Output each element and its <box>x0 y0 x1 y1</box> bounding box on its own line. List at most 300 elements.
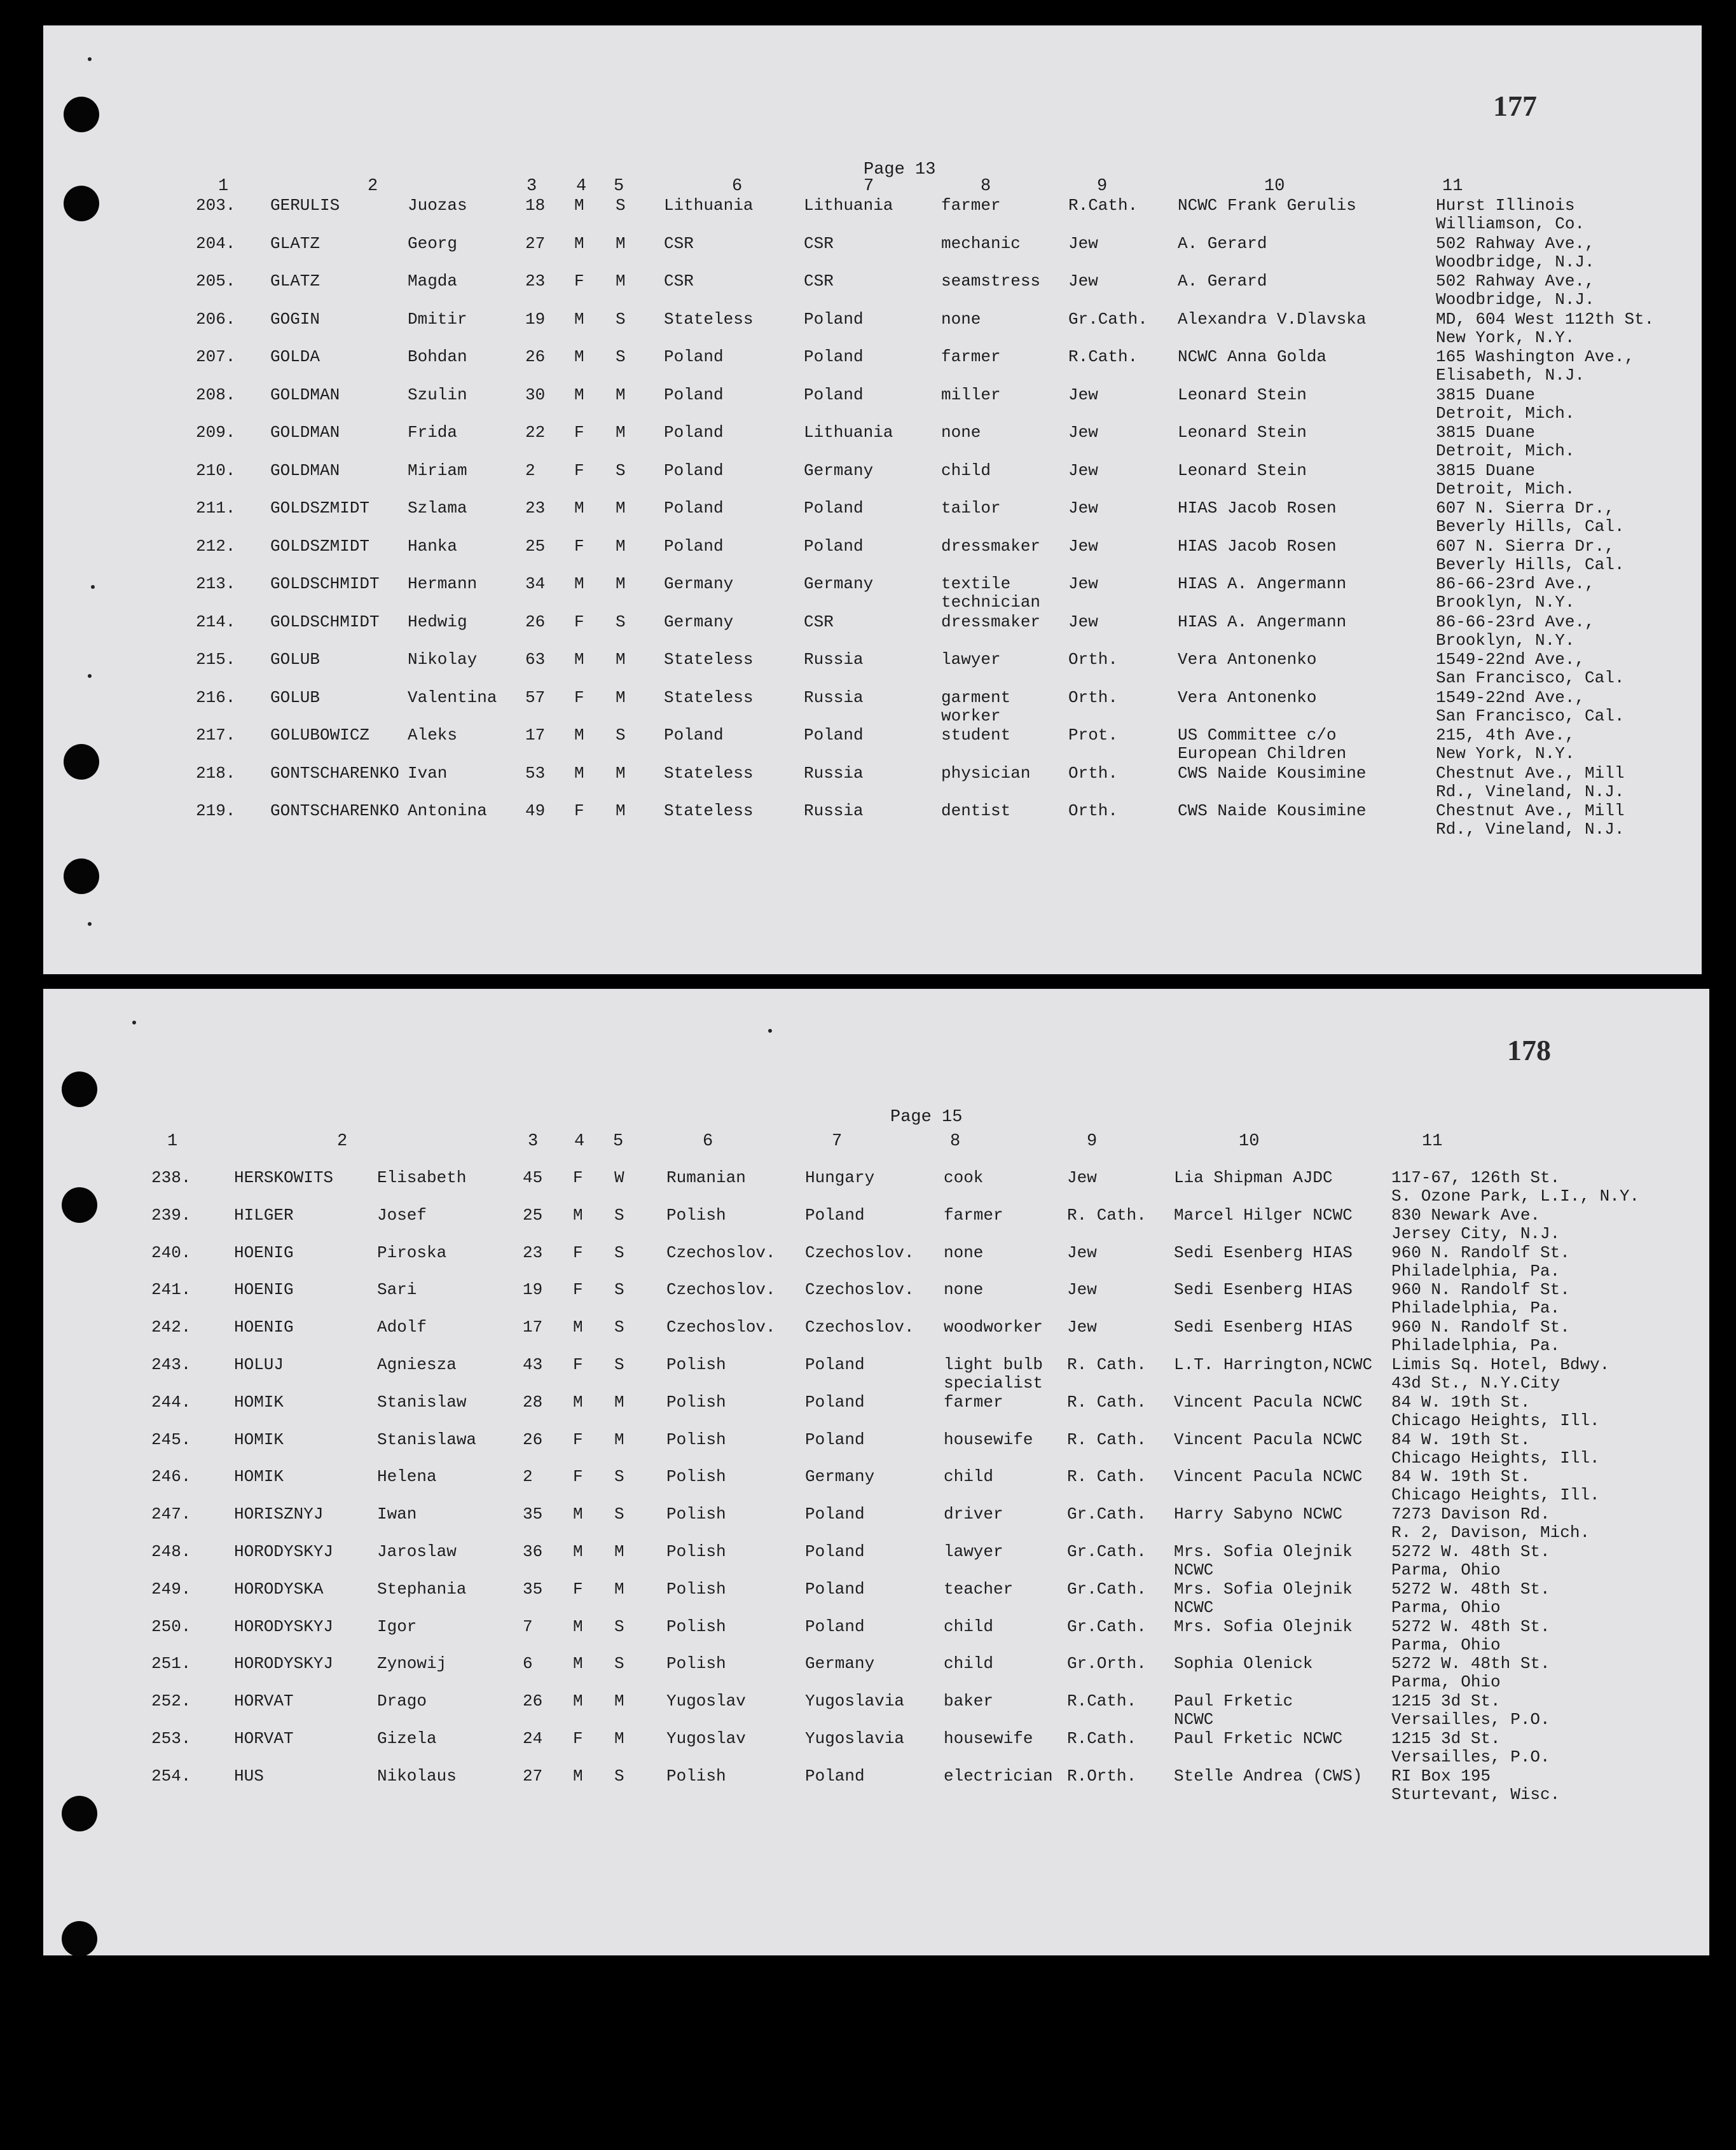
cell-occupation: miller <box>941 385 1001 404</box>
cell-marital: M <box>614 1692 624 1711</box>
cell-address: Hurst Illinois <box>1436 196 1575 215</box>
paper-speck <box>132 1021 136 1024</box>
cell-marital: S <box>616 612 626 631</box>
cell-marital: S <box>614 1467 624 1487</box>
cell-surname: GONTSCHARENKO <box>270 763 399 783</box>
binder-hole <box>64 186 99 221</box>
cell-nationality: Poland <box>664 385 724 404</box>
cell-birthplace: Poland <box>805 1542 865 1561</box>
cell-nationality: Czechoslov. <box>666 1243 776 1262</box>
cell-age: 26 <box>523 1692 543 1711</box>
cell-occupation: child <box>944 1654 994 1674</box>
cell-nationality: Polish <box>666 1616 726 1636</box>
cell-no: 252. <box>151 1692 191 1711</box>
cell-address: 607 N. Sierra Dr., <box>1436 536 1615 556</box>
cell-occupation: driver <box>944 1505 1003 1524</box>
cell-given: Zynowij <box>377 1654 447 1674</box>
cell-address: Rd., Vineland, N.J. <box>1436 820 1625 839</box>
folio-number: 177 <box>1493 90 1537 122</box>
cell-no: 249. <box>151 1579 191 1599</box>
binder-hole <box>62 1072 97 1107</box>
cell-birthplace: Russia <box>804 650 864 669</box>
paper-speck <box>768 1029 772 1033</box>
cell-nationality: Germany <box>664 574 734 593</box>
cell-no: 245. <box>151 1430 191 1449</box>
cell-marital: M <box>616 423 626 442</box>
cell-occupation: farmer <box>944 1205 1003 1225</box>
cell-occupation: none <box>944 1243 984 1262</box>
cell-nationality: Polish <box>666 1392 726 1412</box>
cell-surname: HOMIK <box>234 1430 284 1449</box>
paper-speck <box>88 57 92 61</box>
cell-age: 25 <box>523 1205 543 1225</box>
cell-address: Detroit, Mich. <box>1436 441 1575 460</box>
cell-sponsor: CWS Naide Kousimine <box>1178 763 1367 783</box>
cell-surname: GOLDSCHMIDT <box>270 612 380 631</box>
cell-no: 207. <box>196 347 236 366</box>
cell-address: 960 N. Randolf St. <box>1391 1243 1570 1262</box>
cell-birthplace: CSR <box>804 272 834 291</box>
cell-sponsor: Sedi Esenberg HIAS <box>1174 1318 1353 1337</box>
cell-sex: M <box>573 1542 583 1561</box>
column-number: 7 <box>832 1132 843 1151</box>
cell-birthplace: Poland <box>805 1392 865 1412</box>
cell-nationality: Poland <box>664 536 724 556</box>
paper-speck <box>91 585 95 589</box>
cell-sex: M <box>573 1318 583 1337</box>
cell-birthplace: Poland <box>805 1616 865 1636</box>
cell-sponsor: A. Gerard <box>1178 233 1267 253</box>
cell-surname: GOLUB <box>270 650 320 669</box>
cell-address: Versailles, P.O. <box>1391 1747 1550 1767</box>
cell-surname: GOLDMAN <box>270 385 340 404</box>
cell-address: 830 Newark Ave. <box>1391 1205 1541 1225</box>
cell-age: 6 <box>523 1654 533 1674</box>
cell-birthplace: Russia <box>804 801 864 820</box>
cell-address: 3815 Duane <box>1436 385 1536 404</box>
cell-surname: HOMIK <box>234 1392 284 1412</box>
cell-religion: Gr.Orth. <box>1067 1654 1147 1674</box>
column-number: 2 <box>337 1132 348 1151</box>
cell-given: Miriam <box>408 460 467 480</box>
cell-birthplace: Czechoslov. <box>805 1318 914 1337</box>
column-number: 7 <box>864 177 874 196</box>
cell-sex: F <box>573 1579 583 1599</box>
cell-no: 208. <box>196 385 236 404</box>
cell-no: 217. <box>196 726 236 745</box>
cell-surname: GOGIN <box>270 309 320 329</box>
cell-nationality: Polish <box>666 1205 726 1225</box>
cell-religion: Jew <box>1067 1168 1097 1187</box>
cell-birthplace: Poland <box>805 1355 865 1374</box>
cell-surname: GOLDA <box>270 347 320 366</box>
cell-age: 53 <box>525 763 546 783</box>
cell-sex: F <box>574 272 584 291</box>
cell-address: Chestnut Ave., Mill <box>1436 801 1625 820</box>
cell-occupation: physician <box>941 763 1031 783</box>
cell-sponsor: Harry Sabyno NCWC <box>1174 1505 1343 1524</box>
cell-sponsor: US Committee c/o <box>1178 726 1337 745</box>
cell-no: 218. <box>196 763 236 783</box>
cell-sponsor: Mrs. Sofia Olejnik <box>1174 1616 1353 1636</box>
cell-no: 241. <box>151 1280 191 1300</box>
cell-marital: M <box>616 801 626 820</box>
cell-surname: HORISZNYJ <box>234 1505 324 1524</box>
cell-sponsor: Vincent Pacula NCWC <box>1174 1392 1363 1412</box>
column-number: 2 <box>368 177 378 196</box>
cell-no: 248. <box>151 1542 191 1561</box>
cell-birthplace: Czechoslov. <box>805 1280 914 1300</box>
cell-surname: HOLUJ <box>234 1355 284 1374</box>
cell-sponsor: NCWC Anna Golda <box>1178 347 1327 366</box>
ledger-page-178 <box>43 989 1709 1955</box>
cell-religion: R.Cath. <box>1067 1692 1137 1711</box>
cell-surname: GOLUBOWICZ <box>270 726 370 745</box>
cell-birthplace: Poland <box>805 1505 865 1524</box>
cell-birthplace: Lithuania <box>804 196 893 215</box>
cell-religion: R.Cath. <box>1068 347 1138 366</box>
cell-nationality: Stateless <box>664 763 754 783</box>
cell-religion: Gr.Cath. <box>1068 309 1148 329</box>
cell-occupation: mechanic <box>941 233 1021 253</box>
cell-occupation: student <box>941 726 1011 745</box>
cell-birthplace: Poland <box>805 1430 865 1449</box>
cell-birthplace: Yugoslavia <box>805 1729 905 1748</box>
cell-given: Georg <box>408 233 458 253</box>
cell-address: Chestnut Ave., Mill <box>1436 763 1625 783</box>
cell-birthplace: Germany <box>805 1467 875 1487</box>
cell-age: 28 <box>523 1392 543 1412</box>
cell-given: Hermann <box>408 574 478 593</box>
cell-sponsor: Vera Antonenko <box>1178 650 1317 669</box>
cell-no: 238. <box>151 1168 191 1187</box>
cell-given: Helena <box>377 1467 437 1487</box>
cell-sex: M <box>574 385 584 404</box>
cell-address: Jersey City, N.J. <box>1391 1223 1560 1243</box>
cell-address: 5272 W. 48th St. <box>1391 1616 1550 1636</box>
cell-given: Nikolay <box>408 650 478 669</box>
cell-nationality: Lithuania <box>664 196 754 215</box>
cell-birthplace: CSR <box>804 612 834 631</box>
cell-religion: Jew <box>1068 460 1098 480</box>
column-number: 3 <box>527 177 537 196</box>
cell-nationality: Stateless <box>664 650 754 669</box>
cell-marital: S <box>614 1616 624 1636</box>
cell-address: San Francisco, Cal. <box>1436 706 1625 726</box>
cell-age: 36 <box>523 1542 543 1561</box>
cell-given: Bohdan <box>408 347 467 366</box>
cell-birthplace: Poland <box>804 309 864 329</box>
cell-given: Hanka <box>408 536 458 556</box>
cell-occupation: lawyer <box>944 1542 1003 1561</box>
cell-marital: S <box>614 1280 624 1300</box>
cell-given: Elisabeth <box>377 1168 467 1187</box>
cell-birthplace: Lithuania <box>804 423 893 442</box>
cell-surname: GLATZ <box>270 233 320 253</box>
cell-address: Brooklyn, N.Y. <box>1436 630 1575 650</box>
cell-occupation: tailor <box>941 499 1001 518</box>
binder-hole <box>62 1921 97 1957</box>
cell-address: 3815 Duane <box>1436 460 1536 480</box>
cell-marital: W <box>614 1168 624 1187</box>
cell-given: Stanislaw <box>377 1392 467 1412</box>
cell-occupation: worker <box>941 706 1001 726</box>
cell-address: Chicago Heights, Ill. <box>1391 1410 1600 1430</box>
cell-sponsor: Lia Shipman AJDC <box>1174 1168 1333 1187</box>
cell-marital: M <box>616 385 626 404</box>
cell-address: 502 Rahway Ave., <box>1436 233 1595 253</box>
column-number: 1 <box>167 1132 178 1151</box>
cell-religion: Jew <box>1067 1243 1097 1262</box>
cell-religion: R. Cath. <box>1067 1430 1147 1449</box>
cell-address: 5272 W. 48th St. <box>1391 1654 1550 1674</box>
cell-address: 5272 W. 48th St. <box>1391 1542 1550 1561</box>
binder-hole <box>64 858 99 894</box>
cell-address: S. Ozone Park, L.I., N.Y. <box>1391 1187 1640 1206</box>
cell-religion: Gr.Cath. <box>1067 1542 1147 1561</box>
cell-marital: M <box>614 1542 624 1561</box>
cell-address: 117-67, 126th St. <box>1391 1168 1560 1187</box>
cell-sponsor: Leonard Stein <box>1178 460 1307 480</box>
cell-religion: Jew <box>1068 423 1098 442</box>
cell-given: Magda <box>408 272 458 291</box>
cell-sex: F <box>573 1467 583 1487</box>
cell-no: 246. <box>151 1467 191 1487</box>
cell-sex: F <box>574 460 584 480</box>
cell-sponsor: Sedi Esenberg HIAS <box>1174 1243 1353 1262</box>
cell-address: Detroit, Mich. <box>1436 403 1575 423</box>
binder-hole <box>64 744 99 780</box>
column-number: 11 <box>1442 177 1463 196</box>
cell-religion: R. Cath. <box>1067 1205 1147 1225</box>
cell-age: 27 <box>523 1766 543 1786</box>
cell-nationality: Stateless <box>664 687 754 707</box>
cell-address: Sturtevant, Wisc. <box>1391 1784 1560 1804</box>
cell-marital: S <box>614 1505 624 1524</box>
cell-nationality: Poland <box>664 347 724 366</box>
cell-sponsor: NCWC <box>1174 1710 1214 1730</box>
cell-surname: GONTSCHARENKO <box>270 801 399 820</box>
cell-age: 18 <box>525 196 546 215</box>
cell-surname: HOENIG <box>234 1280 294 1300</box>
cell-no: 244. <box>151 1392 191 1412</box>
cell-address: 607 N. Sierra Dr., <box>1436 499 1615 518</box>
cell-given: Sari <box>377 1280 417 1300</box>
cell-no: 212. <box>196 536 236 556</box>
cell-address: Chicago Heights, Ill. <box>1391 1448 1600 1468</box>
cell-address: 84 W. 19th St. <box>1391 1467 1531 1487</box>
cell-birthplace: Poland <box>804 347 864 366</box>
cell-given: Josef <box>377 1205 427 1225</box>
cell-no: 213. <box>196 574 236 593</box>
cell-age: 45 <box>523 1168 543 1187</box>
cell-sponsor: Marcel Hilger NCWC <box>1174 1205 1353 1225</box>
cell-surname: GERULIS <box>270 196 340 215</box>
cell-nationality: Polish <box>666 1766 726 1786</box>
cell-marital: S <box>614 1205 624 1225</box>
cell-marital: M <box>614 1430 624 1449</box>
cell-marital: M <box>616 272 626 291</box>
cell-religion: R. Cath. <box>1067 1355 1147 1374</box>
cell-given: Adolf <box>377 1318 427 1337</box>
cell-sex: F <box>573 1280 583 1300</box>
cell-address: 3815 Duane <box>1436 423 1536 442</box>
cell-age: 23 <box>525 272 546 291</box>
page-label: Page 15 <box>890 1108 963 1127</box>
cell-sex: M <box>573 1654 583 1674</box>
cell-nationality: Poland <box>664 460 724 480</box>
cell-address: Versailles, P.O. <box>1391 1710 1550 1730</box>
cell-no: 204. <box>196 233 236 253</box>
cell-occupation: cook <box>944 1168 984 1187</box>
cell-sponsor: CWS Naide Kousimine <box>1178 801 1367 820</box>
cell-nationality: Czechoslov. <box>666 1280 776 1300</box>
cell-nationality: Polish <box>666 1355 726 1374</box>
cell-no: 216. <box>196 687 236 707</box>
cell-given: Drago <box>377 1692 427 1711</box>
cell-surname: HORODYSKYJ <box>234 1542 334 1561</box>
cell-sponsor: Mrs. Sofia Olejnik <box>1174 1579 1353 1599</box>
cell-sex: M <box>573 1616 583 1636</box>
cell-age: 19 <box>523 1280 543 1300</box>
column-number: 1 <box>218 177 229 196</box>
column-number: 4 <box>574 1132 585 1151</box>
cell-marital: M <box>616 574 626 593</box>
cell-birthplace: Russia <box>804 763 864 783</box>
cell-sex: M <box>574 309 584 329</box>
cell-marital: S <box>616 309 626 329</box>
cell-nationality: Poland <box>664 423 724 442</box>
cell-occupation: farmer <box>941 196 1001 215</box>
cell-sex: M <box>574 233 584 253</box>
cell-marital: M <box>616 233 626 253</box>
cell-age: 23 <box>523 1243 543 1262</box>
cell-address: 960 N. Randolf St. <box>1391 1280 1570 1300</box>
cell-given: Jaroslaw <box>377 1542 457 1561</box>
cell-religion: Jew <box>1067 1318 1097 1337</box>
cell-surname: HERSKOWITS <box>234 1168 334 1187</box>
cell-address: Beverly Hills, Cal. <box>1436 517 1625 536</box>
cell-occupation: woodworker <box>944 1318 1044 1337</box>
cell-address: Limis Sq. Hotel, Bdwy. <box>1391 1355 1610 1374</box>
cell-sex: F <box>574 687 584 707</box>
cell-address: 86-66-23rd Ave., <box>1436 612 1595 631</box>
cell-age: 26 <box>525 612 546 631</box>
cell-surname: GOLDMAN <box>270 423 340 442</box>
cell-occupation: housewife <box>944 1430 1033 1449</box>
column-number: 9 <box>1097 177 1108 196</box>
cell-occupation: garment <box>941 687 1011 707</box>
cell-religion: Jew <box>1068 536 1098 556</box>
cell-sponsor: NCWC Frank Gerulis <box>1178 196 1356 215</box>
column-number: 10 <box>1239 1132 1260 1151</box>
cell-religion: R. Cath. <box>1067 1467 1147 1487</box>
cell-religion: Jew <box>1068 499 1098 518</box>
ledger-page-177 <box>43 25 1702 974</box>
cell-birthplace: Poland <box>804 499 864 518</box>
cell-marital: M <box>616 499 626 518</box>
cell-marital: M <box>614 1392 624 1412</box>
cell-address: 86-66-23rd Ave., <box>1436 574 1595 593</box>
cell-surname: HOENIG <box>234 1243 294 1262</box>
cell-sponsor: Vera Antonenko <box>1178 687 1317 707</box>
cell-birthplace: Germany <box>804 574 874 593</box>
cell-sponsor: Vincent Pacula NCWC <box>1174 1467 1363 1487</box>
cell-no: 211. <box>196 499 236 518</box>
cell-address: Rd., Vineland, N.J. <box>1436 782 1625 801</box>
cell-sex: M <box>573 1505 583 1524</box>
cell-sponsor: Stelle Andrea (CWS) <box>1174 1766 1363 1786</box>
cell-nationality: Germany <box>664 612 734 631</box>
cell-birthplace: CSR <box>804 233 834 253</box>
cell-surname: HORVAT <box>234 1729 294 1748</box>
cell-no: 253. <box>151 1729 191 1748</box>
cell-given: Antonina <box>408 801 487 820</box>
cell-surname: HOENIG <box>234 1318 294 1337</box>
cell-address: New York, N.Y. <box>1436 327 1575 347</box>
folio-number: 178 <box>1507 1034 1551 1066</box>
cell-sponsor: Mrs. Sofia Olejnik <box>1174 1542 1353 1561</box>
cell-marital: S <box>616 347 626 366</box>
cell-address: 1215 3d St. <box>1391 1729 1501 1748</box>
cell-age: 26 <box>525 347 546 366</box>
cell-nationality: Yugoslav <box>666 1692 746 1711</box>
cell-marital: S <box>616 726 626 745</box>
cell-sponsor: Paul Frketic NCWC <box>1174 1729 1343 1748</box>
cell-address: New York, N.Y. <box>1436 744 1575 763</box>
column-number: 6 <box>732 177 743 196</box>
cell-occupation: dressmaker <box>941 612 1041 631</box>
cell-birthplace: Russia <box>804 687 864 707</box>
cell-sponsor: NCWC <box>1174 1597 1214 1617</box>
column-number: 10 <box>1264 177 1285 196</box>
cell-religion: Orth. <box>1068 801 1119 820</box>
cell-address: 1549-22nd Ave., <box>1436 650 1585 669</box>
cell-religion: R.Cath. <box>1068 196 1138 215</box>
cell-marital: S <box>614 1318 624 1337</box>
cell-sponsor: NCWC <box>1174 1561 1214 1580</box>
cell-given: Stephania <box>377 1579 467 1599</box>
cell-sex: M <box>573 1392 583 1412</box>
cell-address: 7273 Davison Rd. <box>1391 1505 1550 1524</box>
cell-address: 215, 4th Ave., <box>1436 726 1575 745</box>
cell-address: 84 W. 19th St. <box>1391 1430 1531 1449</box>
cell-address: Elisabeth, N.J. <box>1436 366 1585 385</box>
cell-no: 206. <box>196 309 236 329</box>
cell-no: 215. <box>196 650 236 669</box>
cell-age: 43 <box>523 1355 543 1374</box>
cell-address: Beverly Hills, Cal. <box>1436 555 1625 574</box>
cell-nationality: Yugoslav <box>666 1729 746 1748</box>
cell-sex: F <box>573 1355 583 1374</box>
cell-birthplace: Poland <box>804 536 864 556</box>
cell-nationality: Rumanian <box>666 1168 746 1187</box>
cell-sponsor: Leonard Stein <box>1178 385 1307 404</box>
cell-nationality: Polish <box>666 1505 726 1524</box>
cell-sponsor: Sedi Esenberg HIAS <box>1174 1280 1353 1300</box>
cell-address: 1549-22nd Ave., <box>1436 687 1585 707</box>
cell-no: 251. <box>151 1654 191 1674</box>
cell-sponsor: Vincent Pacula NCWC <box>1174 1430 1363 1449</box>
cell-marital: S <box>614 1766 624 1786</box>
cell-address: 5272 W. 48th St. <box>1391 1579 1550 1599</box>
cell-marital: M <box>616 536 626 556</box>
cell-sex: F <box>574 801 584 820</box>
cell-religion: R. Cath. <box>1067 1392 1147 1412</box>
cell-address: Parma, Ohio <box>1391 1672 1501 1692</box>
cell-marital: M <box>614 1579 624 1599</box>
cell-occupation: light bulb <box>944 1355 1044 1374</box>
